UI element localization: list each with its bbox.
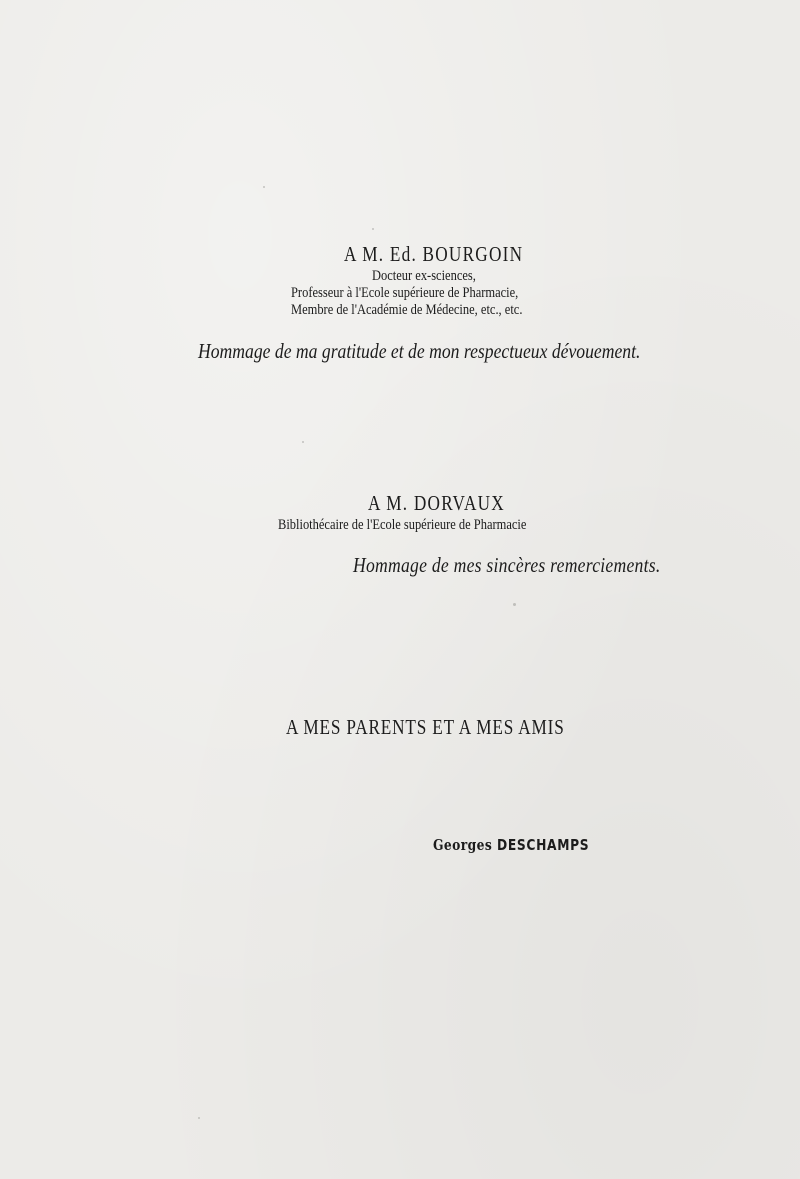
paper-speck xyxy=(263,186,265,188)
dedication-homage-bourgoin: Hommage de ma gratitude et de mon respectueux dévouement. xyxy=(198,339,641,363)
dedication-homage-dorvaux: Hommage de mes sincères remerciements. xyxy=(353,553,661,577)
paper-speck xyxy=(513,603,516,606)
signature-last-name: DESCHAMPS xyxy=(496,836,590,854)
signature-first-name: Georges xyxy=(433,836,493,854)
dedication-title-line: Bibliothécaire de l'Ecole supérieure de Pharmacie xyxy=(278,517,527,533)
dedication-title-line: Membre de l'Académie de Médecine, etc., etc. xyxy=(291,302,523,318)
dedication-heading-parents: A MES PARENTS ET A MES AMIS xyxy=(286,715,565,739)
paper-speck xyxy=(198,1117,200,1119)
dedication-heading-dorvaux: A M. DORVAUX xyxy=(368,491,505,515)
dedication-heading-bourgoin: A M. Ed. BOURGOIN xyxy=(344,242,524,266)
dedication-title-line: Docteur ex-sciences, xyxy=(372,268,476,284)
author-signature xyxy=(433,836,589,854)
paper-speck xyxy=(302,441,304,443)
paper-speck xyxy=(372,228,374,230)
dedication-title-line: Professeur à l'Ecole supérieure de Pharmacie, xyxy=(291,285,519,301)
